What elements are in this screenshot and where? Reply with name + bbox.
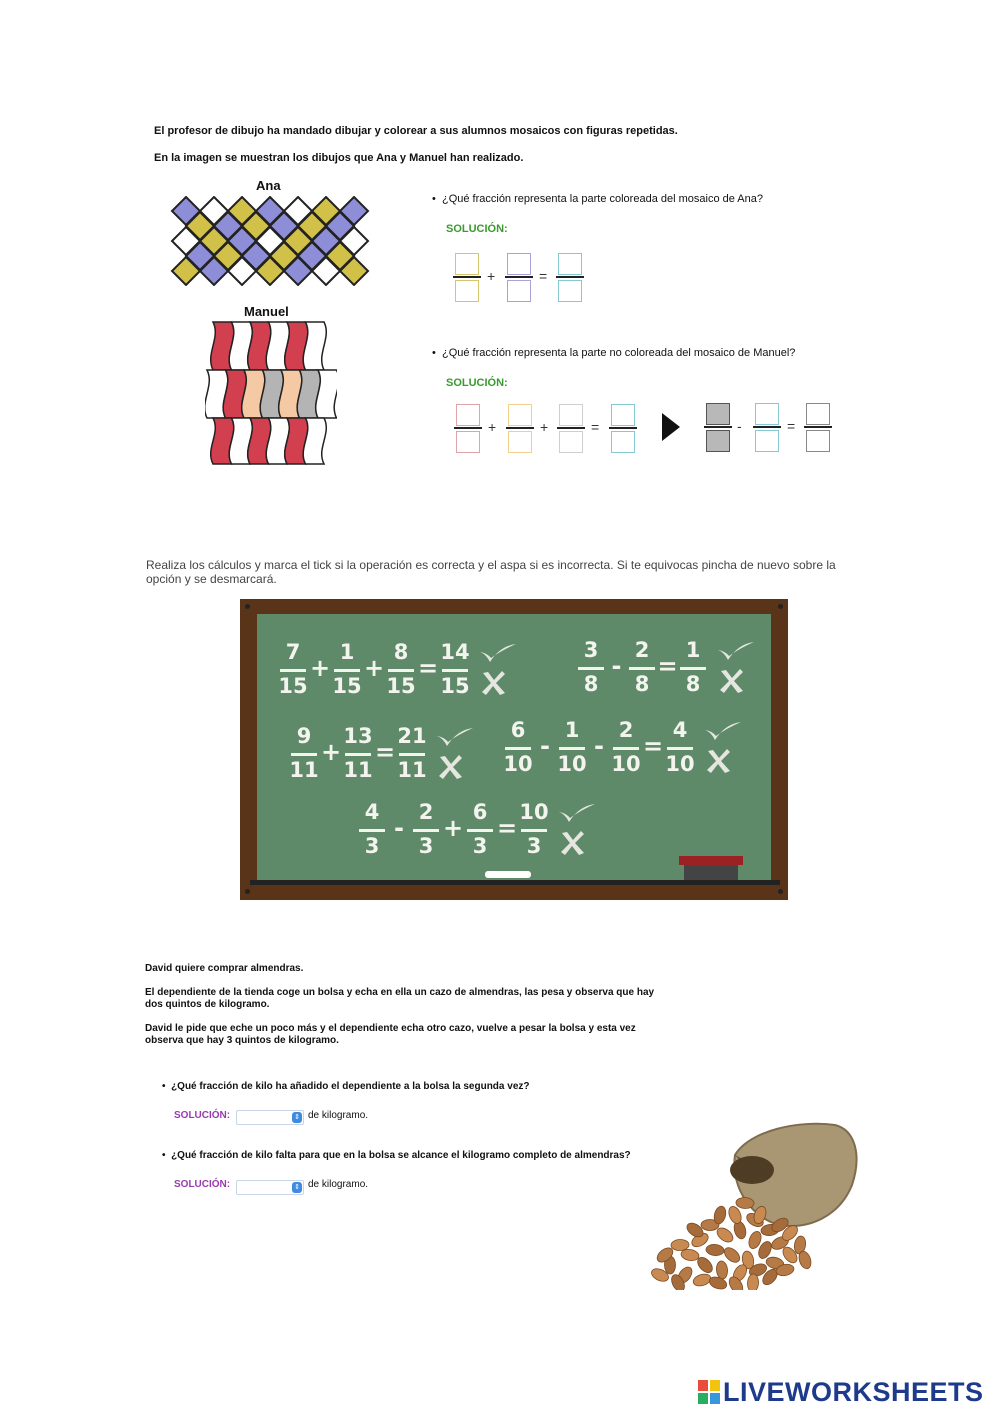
fraction-denominator: 10 [665, 752, 695, 776]
manuel-question: • ¿Qué fracción representa la parte no coloreada del mosaico de Manuel? [432, 347, 796, 359]
david-question-2-text: ¿Qué fracción de kilo falta para que en la bolsa se alcance el kilogramo completo de almendras? [171, 1150, 631, 1161]
fraction-bar [334, 669, 360, 672]
fraction-bar [505, 747, 531, 750]
cross-icon [480, 670, 508, 696]
operator: + [442, 814, 464, 842]
ana-solution-label: SOLUCIÓN: [446, 223, 508, 235]
nail-icon [245, 889, 250, 894]
minus-sign: - [737, 418, 742, 434]
fraction-bar [280, 669, 306, 672]
fraction-numerator: 3 [583, 638, 599, 662]
fraction-bar [454, 427, 482, 429]
manuel-sub-num[interactable] [755, 403, 779, 425]
ana-result-den[interactable] [558, 280, 582, 302]
check-icon [716, 640, 756, 662]
ana-mosaic [170, 196, 372, 286]
operator: = [496, 814, 518, 842]
manuel-frac1-num[interactable] [456, 404, 480, 426]
liveworksheets-logo-icon [698, 1380, 720, 1404]
fraction-bar [388, 669, 414, 672]
fraction-numerator: 4 [364, 800, 380, 824]
fraction-bar [556, 276, 584, 278]
manuel-sub-den[interactable] [755, 430, 779, 452]
fraction-denominator: 3 [418, 834, 434, 858]
eraser-top [679, 856, 743, 865]
fraction-bar [442, 669, 468, 672]
solution-1-select[interactable] [236, 1110, 304, 1125]
fraction-numerator: 1 [564, 718, 580, 742]
intro-line-1: El profesor de dibujo ha mandado dibujar y colorear a sus alumnos mosaicos con figuras repetidas. [154, 125, 678, 137]
ana-question-text: ¿Qué fracción representa la parte coloreada del mosaico de Ana? [441, 193, 763, 205]
fraction-bar [629, 667, 655, 670]
check-icon [703, 720, 743, 742]
operator: + [320, 738, 342, 766]
fraction-bar [521, 829, 547, 832]
nail-icon [245, 604, 250, 609]
equals-sign: = [591, 419, 600, 435]
fraction-denominator: 11 [343, 758, 373, 782]
unit-label-2: de kilogramo. [308, 1179, 369, 1190]
manuel-sum-den[interactable] [611, 431, 635, 453]
nail-icon [778, 604, 783, 609]
fraction-numerator: 14 [440, 640, 470, 664]
manuel-label: Manuel [244, 304, 289, 319]
select-arrows-icon: ⇕ [292, 1112, 302, 1123]
manuel-gray-den [706, 430, 730, 452]
plus-sign: + [540, 419, 549, 435]
david-solution-2-label: SOLUCIÓN: [174, 1179, 231, 1190]
fraction-bar [609, 427, 637, 429]
eraser-base [684, 865, 738, 880]
fraction-bar [453, 276, 481, 278]
david-question-1-text: ¿Qué fracción de kilo ha añadido el dependiente a la bolsa la segunda vez? [171, 1081, 530, 1092]
cross-icon [559, 830, 587, 856]
tick-option[interactable] [716, 640, 756, 670]
fraction-denominator: 8 [685, 672, 701, 696]
fraction-bar [557, 427, 585, 429]
fraction-numerator: 1 [685, 638, 701, 662]
fraction-bar [291, 753, 317, 756]
operator: - [540, 732, 550, 760]
david-p2a: El dependiente de la tienda coge un bolsa y echa en ella un cazo de almendras, las pesa y observa que hay [145, 987, 655, 998]
fraction-denominator: 3 [526, 834, 542, 858]
david-solution-1-label: SOLUCIÓN: [174, 1110, 231, 1121]
manuel-frac2-den[interactable] [508, 431, 532, 453]
manuel-question-text: ¿Qué fracción representa la parte no coloreada del mosaico de Manuel? [441, 347, 796, 359]
fraction-numerator: 10 [519, 800, 549, 824]
fraction-numerator: 2 [618, 718, 634, 742]
fraction-bar [680, 667, 706, 670]
david-p1: David quiere comprar almendras. [145, 963, 304, 974]
ana-frac1-num[interactable] [455, 253, 479, 275]
ana-frac1-den[interactable] [455, 280, 479, 302]
fraction-numerator: 7 [285, 640, 301, 664]
cross-icon [718, 668, 746, 694]
fraction-bar [505, 276, 533, 278]
fraction-denominator: 3 [364, 834, 380, 858]
fraction-numerator: 13 [343, 724, 373, 748]
fraction-denominator: 15 [278, 674, 308, 698]
operator: - [611, 652, 622, 680]
fraction-numerator: 2 [634, 638, 650, 662]
manuel-mosaic [205, 320, 337, 466]
operator: = [417, 654, 439, 682]
chalk-ledge [250, 880, 780, 885]
plus-sign: + [488, 419, 497, 435]
nail-icon [778, 889, 783, 894]
fraction-denominator: 15 [440, 674, 470, 698]
fraction-bar [613, 747, 639, 750]
ana-frac2-num[interactable] [507, 253, 531, 275]
fraction-bar [399, 753, 425, 756]
fraction-bar [667, 747, 693, 750]
cross-option[interactable] [437, 754, 477, 784]
equals-sign: = [787, 418, 796, 434]
operator: + [363, 654, 385, 682]
fraction-denominator: 8 [583, 672, 599, 696]
cross-option[interactable] [705, 748, 745, 778]
intro-line-2: En la imagen se muestran los dibujos que Ana y Manuel han realizado. [154, 152, 524, 164]
ana-result-num[interactable] [558, 253, 582, 275]
fraction-numerator: 6 [510, 718, 526, 742]
fraction-bar [578, 667, 604, 670]
tick-option[interactable] [703, 720, 743, 750]
operator: + [309, 654, 331, 682]
operator: = [374, 738, 396, 766]
fraction-numerator: 4 [672, 718, 688, 742]
manuel-frac2-num[interactable] [508, 404, 532, 426]
manuel-frac1-den[interactable] [456, 431, 480, 453]
fraction-denominator: 8 [634, 672, 650, 696]
plus-sign: + [487, 268, 496, 284]
instructions-text: Realiza los cálculos y marca el tick si la operación es correcta y el aspa si es incorrecta. Si te equivocas pincha de nuevo sobre la opción y se desmarcará. [146, 558, 836, 586]
cross-icon [437, 754, 465, 780]
fraction-numerator: 1 [339, 640, 355, 664]
david-p3a: David le pide que eche un poco más y el dependiente echa otro cazo, vuelve a pesar la bolsa y esta vez [145, 1023, 636, 1034]
check-icon [557, 802, 597, 824]
manuel-final-den[interactable] [806, 430, 830, 452]
fraction-denominator: 10 [611, 752, 641, 776]
fraction-denominator: 10 [503, 752, 533, 776]
tick-option[interactable] [478, 642, 518, 672]
solution-2-select[interactable] [236, 1180, 304, 1195]
fraction-denominator: 15 [332, 674, 362, 698]
equals-sign: = [539, 268, 548, 284]
fraction-bar [506, 427, 534, 429]
fraction-numerator: 8 [393, 640, 409, 664]
cross-option[interactable] [559, 830, 599, 860]
operator: = [642, 732, 664, 760]
david-question-2: • ¿Qué fracción de kilo falta para que en la bolsa se alcance el kilogramo completo de almendras? [162, 1150, 631, 1161]
manuel-gray-num [706, 403, 730, 425]
cross-option[interactable] [718, 668, 758, 698]
fraction-denominator: 11 [397, 758, 427, 782]
manuel-solution-label: SOLUCIÓN: [446, 377, 508, 389]
almond-bag-image [640, 1115, 865, 1290]
cross-option[interactable] [480, 670, 520, 700]
manuel-frac3-num[interactable] [559, 404, 583, 426]
liveworksheets-brand: LIVEWORKSHEETS [723, 1377, 984, 1407]
david-p2b: dos quintos de kilogramo. [145, 999, 270, 1010]
fraction-bar [467, 829, 493, 832]
fraction-bar [804, 426, 832, 428]
operator: = [657, 652, 678, 680]
tick-option[interactable] [557, 802, 597, 832]
manuel-final-num[interactable] [806, 403, 830, 425]
ana-label: Ana [256, 178, 281, 193]
fraction-numerator: 6 [472, 800, 488, 824]
fraction-denominator: 11 [289, 758, 319, 782]
fraction-bar [413, 829, 439, 832]
david-question-1: • ¿Qué fracción de kilo ha añadido el dependiente a la bolsa la segunda vez? [162, 1081, 530, 1092]
ana-question: • ¿Qué fracción representa la parte coloreada del mosaico de Ana? [432, 193, 763, 205]
manuel-frac3-den[interactable] [559, 431, 583, 453]
fraction-bar [359, 829, 385, 832]
fraction-denominator: 3 [472, 834, 488, 858]
fraction-numerator: 2 [418, 800, 434, 824]
fraction-numerator: 9 [296, 724, 312, 748]
fraction-bar [753, 426, 781, 428]
manuel-sum-num[interactable] [611, 404, 635, 426]
tick-option[interactable] [435, 726, 475, 756]
ana-frac2-den[interactable] [507, 280, 531, 302]
check-icon [478, 642, 518, 664]
operator: - [594, 732, 604, 760]
fraction-bar [704, 426, 732, 428]
chalk-piece [485, 871, 531, 878]
check-icon [435, 726, 475, 748]
unit-label-1: de kilogramo. [308, 1110, 369, 1121]
fraction-bar [559, 747, 585, 750]
operator: - [394, 814, 404, 842]
arrow-right-icon [662, 413, 680, 441]
cross-icon [705, 748, 733, 774]
fraction-denominator: 15 [386, 674, 416, 698]
fraction-bar [345, 753, 371, 756]
fraction-numerator: 21 [397, 724, 427, 748]
david-p3b: observa que hay 3 quintos de kilogramo. [145, 1035, 339, 1046]
fraction-denominator: 10 [557, 752, 587, 776]
select-arrows-icon: ⇕ [292, 1182, 302, 1193]
